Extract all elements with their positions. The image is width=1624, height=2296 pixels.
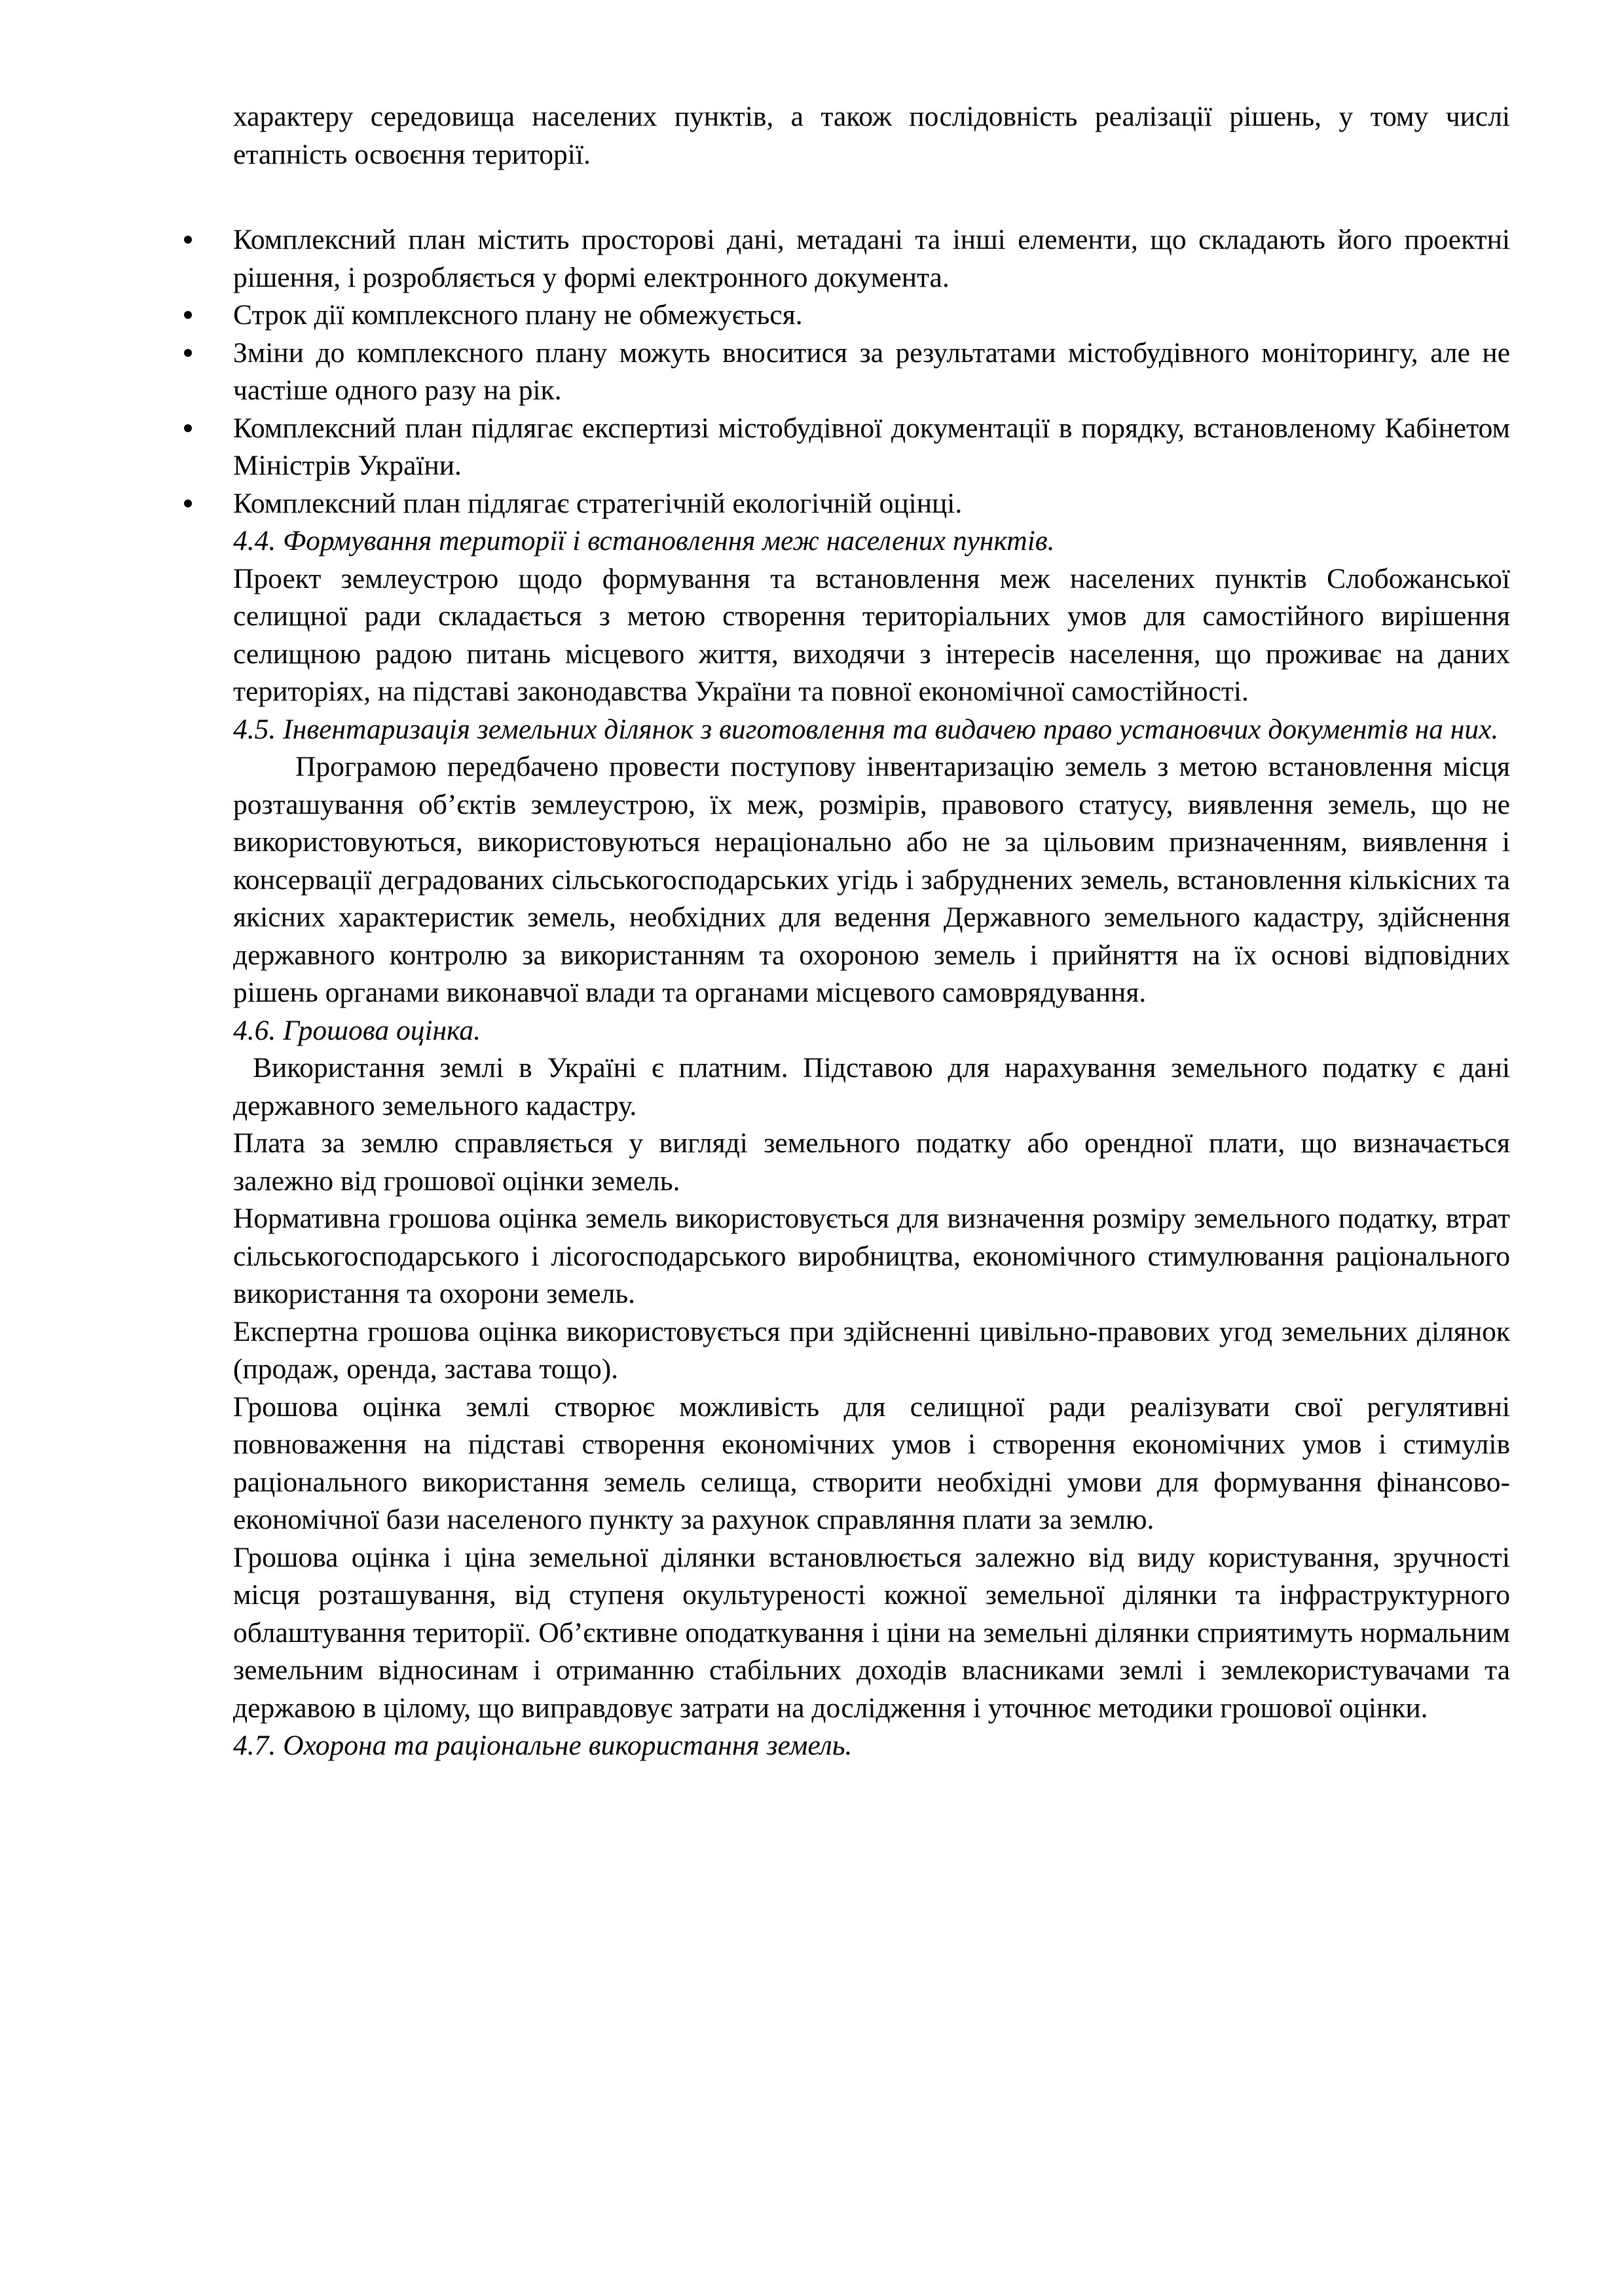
section-4-4-paragraph: Проект землеустрою щодо формування та встановлення меж населених пунктів Слобожанської селищної ради складається з метою створення територіальних умов для самостійного вирішення селищною радою питань місцевого життя, виходячи з інтересів населення, що проживає на даних територіях, на підставі законодавства України та повної економічної самостійності. <box>233 562 1510 707</box>
section-4-6-paragraph: Експертна грошова оцінка використовується при здійсненні цивільно-правових угод земельних ділянок (продаж, оренда, застава тощо). <box>233 1315 1510 1385</box>
section-heading-4-4: 4.4. Формування території і встановлення меж населених пунктів. <box>233 525 1055 556</box>
section-heading-4-5: 4.5. Інвентаризація земельних ділянок з виготовлення та видачею право установчих документів на них. <box>233 713 1499 745</box>
document-page <box>233 98 1510 1765</box>
section-heading-4-7: 4.7. Охорона та раціональне використання земель. <box>233 1730 853 1761</box>
bullet-item: Комплексний план підлягає стратегічній екологічній оцінці. <box>233 485 1510 523</box>
section-4-6-paragraph: Плата за землю справляється у вигляді земельного податку або орендної плати, що визначається залежно від грошової оцінки земель. <box>233 1127 1510 1197</box>
section-4-5-paragraph: Програмою передбачено провести поступову інвентаризацію земель з метою встановлення місця розташування об’єктів землеустрою, їх меж, розмірів, правового статусу, виявлення земель, що не використовуються, використовуються нераціонально або не за цільовим призначенням, виявлення і консервації деградованих сільськогосподарських угідь і забруднених земель, встановлення кількісних та якісних характеристик земель, необхідних для ведення Державного земельного кадастру, здійснення державного контролю за використанням та охороною земель і прийняття на їх основі відповідних рішень органами виконавчої влади та органами місцевого самоврядування. <box>233 751 1510 1008</box>
section-4-6-paragraph: Грошова оцінка і ціна земельної ділянки встановлюється залежно від виду користування, зручності місця розташування, від ступеня окультуреності кожної земельної ділянки та інфраструктурного облаштування території. Об’єктивне оподаткування і ціни на земельні ділянки сприятимуть нормальним земельним відносинам і отриманню стабільних доходів власниками землі і землекористувачами та державою в цілому, що виправдовує затрати на дослідження і уточнює методики грошової оцінки. <box>233 1541 1510 1724</box>
bullet-item: Комплексний план містить просторові дані, метадані та інші елементи, що складають його проектні рішення, і розробляється у формі електронного документа. <box>233 221 1510 297</box>
section-heading-4-6: 4.6. Грошова оцінка. <box>233 1014 481 1046</box>
bullet-item: Зміни до комплексного плану можуть вноситися за результатами містобудівного моніторингу, але не частіше одного разу на рік. <box>233 335 1510 410</box>
section-4-6-paragraph: Нормативна грошова оцінка земель використовується для визначення розміру земельного податку, втрат сільськогосподарського і лісогосподарського виробництва, економічного стимулювання раціонального використання та охорони земель. <box>233 1203 1510 1309</box>
section-4-6-paragraph: Грошова оцінка землі створює можливість для селищної ради реалізувати свої регулятивні повноваження на підставі створення економічних умов і створення економічних умов і стимулів раціонального використання земель селища, створити необхідні умови для формування фінансово-економічної бази населеного пункту за рахунок справляння плати за землю. <box>233 1391 1510 1535</box>
intro-paragraph: характеру середовища населених пунктів, а також послідовність реалізації рішень, у тому числі етапність освоєння території. <box>233 101 1510 170</box>
bullet-item: Комплексний план підлягає експертизі містобудівної документації в порядку, встановленому Кабінетом Міністрів України. <box>233 410 1510 485</box>
section-4-6-paragraph: Використання землі в Україні є платним. Підставою для нарахування земельного податку є дані державного земельного кадастру. <box>233 1052 1510 1121</box>
bullet-item: Строк дії комплексного плану не обмежується. <box>233 297 1510 335</box>
bullet-list <box>233 221 1510 522</box>
